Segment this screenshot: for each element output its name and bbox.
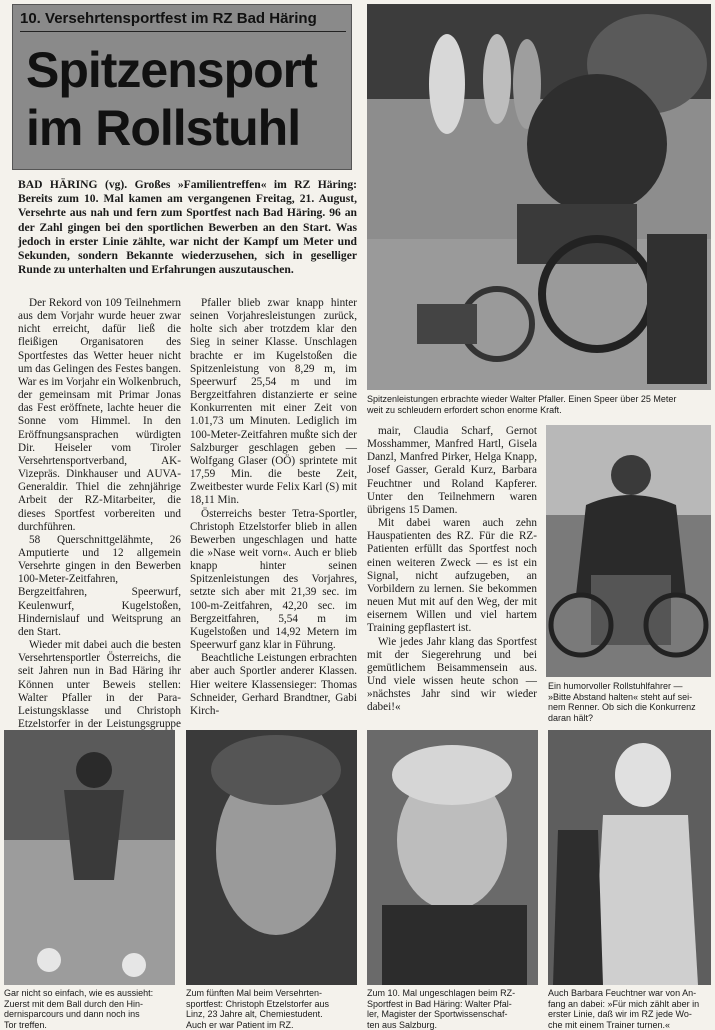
headline-line-1: Spitzensport bbox=[26, 42, 317, 98]
article-column-3: mair, Claudia Scharf, Gernot Mosshammer, Manfred Hartl, Gisela Danzl, Manfred Pirker, Helga Knapp, Josef Gasser, Gerald Kurz, Barbara Feuchtner und Roland Kapferer. Unter den Teilnehmern waren übrigens 15 Damen. Mit dabei waren auch zehn Hauspatienten des RZ. Für die RZ- Patienten erfüllt das Sportfest noch einen weiteren Zweck — es ist ein Signal, nicht aufzugeben, an Vorbildern zu lernen. Sie bekommen neuen Mut mit auf den Weg, der mit eisernem Willen und viel hartem Training gepflastert ist. Wie jedes Jahr klang das Sportfest mit der Siegerehrung und bei gemütlichem Beisammensein aus. Und viele wissen heute schon — »nächstes Jahr sind wir wieder dabei!« bbox=[367, 425, 537, 714]
bottom-photo-1 bbox=[4, 730, 175, 985]
headline-line-2: im Rollstuhl bbox=[26, 100, 301, 156]
article-column-1: Der Rekord von 109 Teilnehmern aus dem Vorjahr wurde heuer zwar nicht erreicht, dafür ließ die fleißigen Organisatoren des Sportfestes das Wetter heuer nicht um das Gelingen des Festes bangen. War es im Vorjahr ein Wolkenbruch, der gemeinsam mit Primar Jonas das Fest eröffnete, lachte heuer die Sonne vom Himmel. In den Eröffnungsansprachen würdigten Dir. Heiseler vom Tiroler Versehrtensportverband, AK-Vizepräs. Dinkhauser und AUVA-Generaldir. Thiel die zehnjährige Arbeit der RZ-Mitarbeiter, die dieses Sportfest vorbereiten und durchführen. 58 Querschnittgelähmte, 26 Amputierte und 12 allgemein Versehrte gingen in den Bewerben 100-Meter-Zeitfahren, Bergzeitfahren, Speerwurf, Keulenwurf, Kugelstoßen, Hindernislauf und Weitsprung an den Start. Wieder mit dabei auch die besten Versehrtensportler Österreichs, die seit Jahren nun in Bad Häring ihr Können unter Beweis stellen: Walter Pfaller in der Para-Leistungsklasse und Christoph Etzelstorfer in der Leistungsgruppe bbox=[18, 297, 181, 730]
article-column-2: Pfaller blieb zwar knapp hinter seinen Vorjahresleistungen zurück, holte sich aber trotzdem klar den Sieg in seiner Klasse. Unschlagen brachte er im Kugelstoßen die Spitzenleistung von 8,29 m, im Speerwurf 25,54 m und im Bergzeitfahren distanzierte er seine Konkurrenten mit einer Zeit von 1.01,73 um Minuten. Lediglich im 100-Meter-Zeitfahren mußte sich der Salzburger geschlagen geben — Wolfgang Glaser (OÖ) sprintete mit 17,59 Min. die beste Zeit, Zweitbester wurde Felix Karl (S) mit 18,11 Min. Österreichs bester Tetra-Sportler, Christoph Etzelstorfer blieb in allen Bewerben ungeschlagen und hatte die »Nase weit vorn«. Auch er blieb knapp hinter seinen Spitzenleistungen des Vorjahres, setzte sich aber mit 21,39 sec. im 100-m-Zeitfahren, 42,20 sec. im Bergzeitfahren, 5,54 m im Kugelstoßen und 14,92 Metern im Speerwurf ganz klar in Führung. Beachtliche Leistungen erbrachten aber auch Sportler anderer Klassen. Hier weitere Klassensieger: Thomas Schneider, Gerhard Brandtner, Gabi Kirch- bbox=[190, 297, 357, 717]
portrait-feuchtner-image bbox=[548, 730, 711, 985]
wheelchair-racer-image bbox=[546, 425, 711, 677]
right-photo-caption: Ein humorvoller Rollstuhlfahrer — »Bitte Abstand halten« steht auf sei- nem Renner. Ob sich die Konkurrenz daran hält? bbox=[548, 681, 696, 723]
obstacle-course-image bbox=[4, 730, 175, 985]
bottom-caption-2: Zum fünften Mal beim Versehrten- sportfest: Christoph Etzelstorfer aus Linz, 23 Jahre alt, Chemiestudent. Auch er war Patient im RZ. bbox=[186, 988, 330, 1030]
kicker: 10. Versehrtensportfest im RZ Bad Häring bbox=[20, 10, 317, 27]
portrait-etzelstorfer-image bbox=[186, 730, 357, 985]
main-photo-caption: Spitzenleistungen erbrachte wieder Walter Pfaller. Einen Speer über 25 Meter weit zu schleudern erfordert schon enorme Kraft. bbox=[367, 394, 677, 415]
kicker-rule bbox=[20, 31, 346, 32]
bottom-caption-3: Zum 10. Mal ungeschlagen beim RZ- Sportfest in Bad Häring: Walter Pfal- ler, Magister der Sportwissenschaf- ten aus Salzburg. bbox=[367, 988, 516, 1030]
main-photo bbox=[367, 4, 711, 390]
bottom-photo-3 bbox=[367, 730, 538, 985]
portrait-pfaller-image bbox=[367, 730, 538, 985]
bottom-caption-1: Gar nicht so einfach, wie es aussieht: Zuerst mit dem Ball durch den Hin- dernisparcours und dann noch ins Tor treffen. bbox=[4, 988, 154, 1030]
bottom-photo-2 bbox=[186, 730, 357, 985]
lead-paragraph: BAD HÄRING (vg). Großes »Familientreffen« im RZ Häring: Bereits zum 10. Mal kamen am vergangenen Freitag, 21. August, Versehrte aus nah und fern zum Sportfest nach Bad Häring. 96 an der Zahl gingen bei den sportlichen Bewerben an den Start. Was jedoch in erster Linie zählte, war nicht der Kampf um Meter und Sekunden, sondern Bekannte wiederzusehen, sich in geselliger Runde zu unterhalten und Erfahrungen auszutauschen. bbox=[18, 178, 357, 277]
bottom-photo-4 bbox=[548, 730, 711, 985]
bottom-caption-4: Auch Barbara Feuchtner war von An- fang an dabei: »Für mich zählt aber in erster Linie, daß wir im RZ jede Wo- che mit einem Trainer turnen.« bbox=[548, 988, 700, 1030]
wheelchair-javelin-image bbox=[367, 4, 711, 390]
right-photo bbox=[546, 425, 711, 677]
